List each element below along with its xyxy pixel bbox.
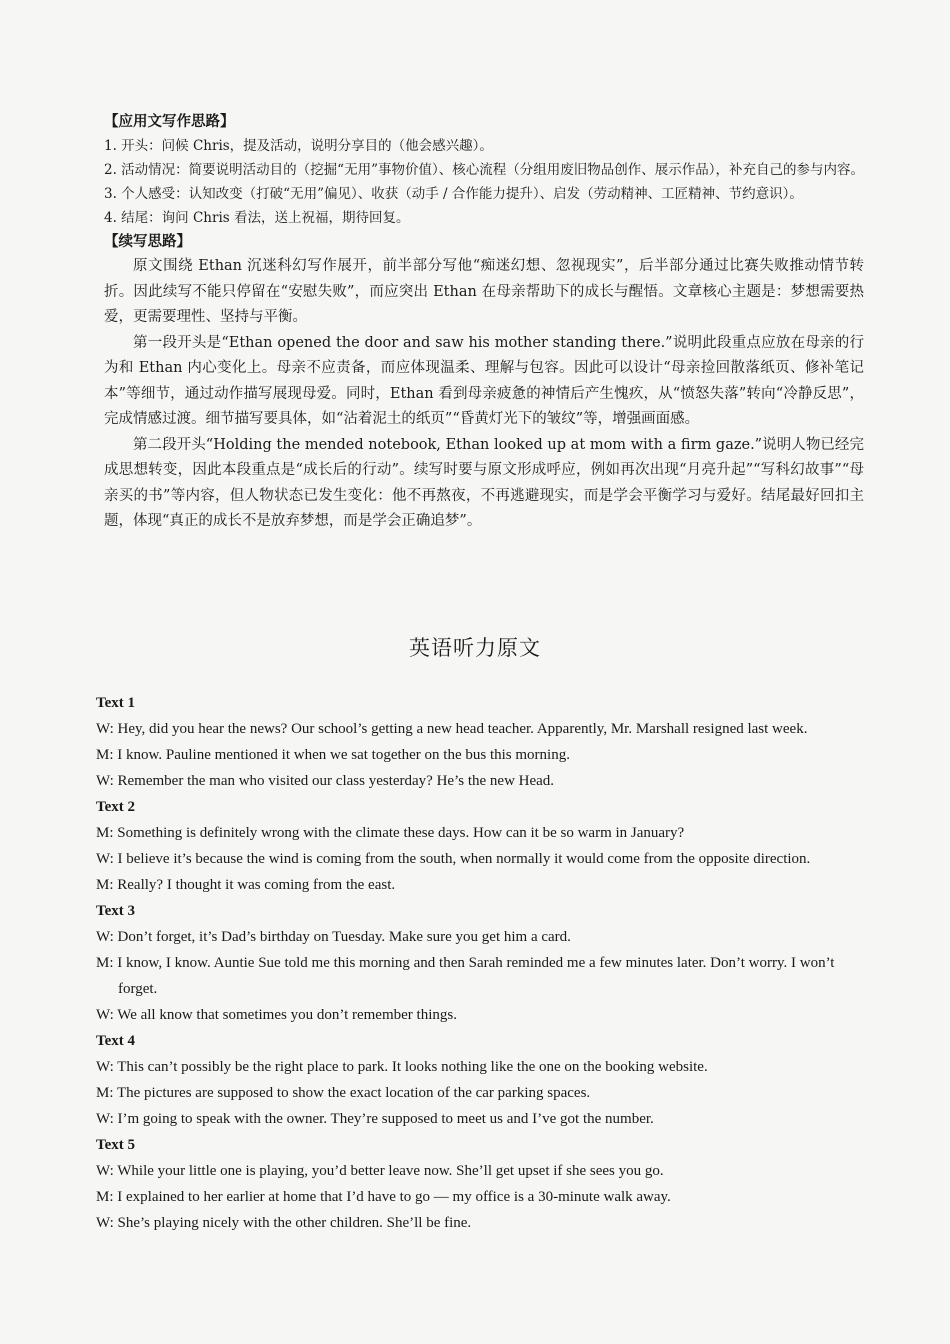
dialogue-line: W: This can’t possibly be the right place to park. It looks nothing like the one on the booking website. [96, 1059, 708, 1075]
text-block [96, 1132, 856, 1236]
continuation-paragraph-3: 第二段开头“Holding the mended notebook, Ethan looked up at mom with a firm gaze.”说明人物已经完成思想转变，因此本段重点是“成长后的行动”。续写时要与原文形成呼应，例如再次出现“月亮升起”“写科幻故事”“母亲买的书”等内容，但人物状态已发生变化：他不再熬夜，不再逃避现实，而是学会平衡学习与爱好。结尾最好回扣主题，体现“真正的成长不是放弃梦想，而是学会正确追梦”。 [104, 436, 864, 529]
dialogue-line: M: I explained to her earlier at home that I’d have to go — my office is a 30-minute walk away. [96, 1189, 671, 1205]
text-block [96, 690, 856, 794]
text-label: Text 4 [96, 1033, 136, 1049]
applied-item-4: 4. 结尾：询问 Chris 看法，送上祝福，期待回复。 [104, 210, 410, 226]
dialogue-line: M: Really? I thought it was coming from the east. [96, 877, 396, 893]
dialogue-line: W: I’m going to speak with the owner. They’re supposed to meet us and I’ve got the number. [96, 1111, 654, 1127]
continuation-paragraph-2: 第一段开头是“Ethan opened the door and saw his mother standing there.”说明此段重点应放在母亲的行为和 Ethan 内心变化上。母亲不应责备，而应体现温柔、理解与包容。因此可以设计“母亲捡回散落纸页、修补笔记本”等细节，通过动作描写展现母爱。同时，Ethan 看到母亲疲惫的神情后产生愧疚，从“愤怒失落”转向“冷静反思”，完成情感过渡。细节描写要具体，如“沾着泥土的纸页”“昏黄灯光下的皱纹”等，增强画面感。 [104, 334, 864, 427]
dialogue-line: W: Hey, did you hear the news? Our school’s getting a new head teacher. Apparently, Mr. Marshall resigned last week. [96, 721, 808, 737]
applied-writing-heading: 【应用文写作思路】 [104, 113, 235, 130]
applied-item-1: 1. 开头：问候 Chris，提及活动，说明分享目的（他会感兴趣）。 [104, 138, 493, 154]
dialogue-line: W: Don’t forget, it’s Dad’s birthday on Tuesday. Make sure you get him a card. [96, 929, 571, 945]
continuation-paragraph-1: 原文围绕 Ethan 沉迷科幻写作展开，前半部分写他“痴迷幻想、忽视现实”，后半部分通过比赛失败推动情节转折。因此续写不能只停留在“安慰失败”，而应突出 Ethan 在母亲帮助下的成长与醒悟。文章核心主题是：梦想需要热爱，更需要理性、坚持与平衡。 [104, 258, 864, 325]
dialogue-line: M: Something is definitely wrong with the climate these days. How can it be so warm in January? [96, 825, 685, 841]
text-label: Text 3 [96, 903, 136, 919]
text-block [96, 794, 856, 898]
listening-transcript-title: 英语听力原文 [409, 636, 541, 660]
applied-item-3: 3. 个人感受：认知改变（打破“无用”偏见）、收获（动手 / 合作能力提升）、启发（劳动精神、工匠精神、节约意识）。 [104, 186, 803, 202]
listening-transcript [96, 690, 856, 1236]
writing-guide-section [104, 110, 864, 535]
continuation-heading: 【续写思路】 [104, 233, 191, 250]
dialogue-line: M: I know. Pauline mentioned it when we sat together on the bus this morning. [96, 747, 570, 763]
text-label: Text 1 [96, 695, 136, 711]
dialogue-line: W: She’s playing nicely with the other children. She’ll be fine. [96, 1215, 472, 1231]
dialogue-line: W: Remember the man who visited our class yesterday? He’s the new Head. [96, 773, 555, 789]
text-block [96, 1028, 856, 1132]
text-label: Text 5 [96, 1137, 136, 1153]
applied-item-2: 2. 活动情况：简要说明活动目的（挖掘“无用”事物价值）、核心流程（分组用废旧物品创作、展示作品），补充自己的参与内容。 [104, 162, 864, 178]
dialogue-line: W: I believe it’s because the wind is coming from the south, when normally it would come from the opposite direction. [96, 851, 811, 867]
text-label: Text 2 [96, 799, 136, 815]
dialogue-line: W: While your little one is playing, you’d better leave now. She’ll get upset if she sees you go. [96, 1163, 664, 1179]
dialogue-line: M: The pictures are supposed to show the exact location of the car parking spaces. [96, 1085, 591, 1101]
dialogue-line: M: I know, I know. Auntie Sue told me this morning and then Sarah reminded me a few minutes later. Don’t worry. I won’t forget. [96, 955, 835, 997]
dialogue-line: W: We all know that sometimes you don’t remember things. [96, 1007, 457, 1023]
text-block [96, 898, 856, 1028]
